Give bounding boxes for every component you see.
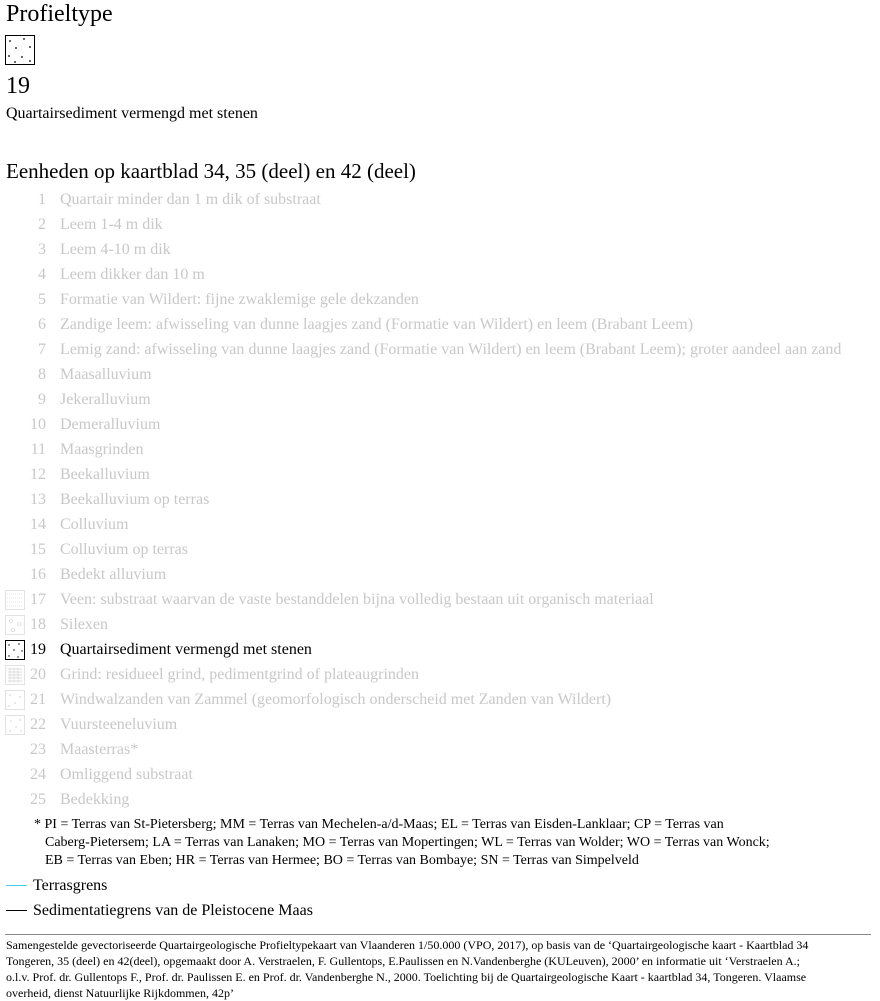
legend-item-number: 11 xyxy=(30,441,46,458)
legend-item-label: Leem 4-10 m dik xyxy=(60,241,171,258)
legend-item-label: Lemig zand: afwisseling van dunne laagjes zand (Formatie van Wildert) en leem (Brabant Leem); groter aandeel aan zand xyxy=(60,341,842,358)
legend-item-6 xyxy=(0,312,880,337)
terrace-footnote xyxy=(34,816,854,870)
black-line-icon xyxy=(6,910,27,911)
legend-item-number: 1 xyxy=(38,191,46,208)
legend-item-number: 6 xyxy=(38,316,46,333)
legend-item-number: 23 xyxy=(30,741,46,758)
veen-pattern-icon xyxy=(5,590,25,610)
legend-item-10 xyxy=(0,412,880,437)
legend-item-12 xyxy=(0,462,880,487)
legend-item-14 xyxy=(0,512,880,537)
legend-item-label: Beekalluvium xyxy=(60,466,150,483)
footnote-line: Caberg-Pietersem; LA = Terras van Lanaken; MO = Terras van Mopertingen; WL = Terras van Wolder; WO = Terras van Wonck; xyxy=(45,835,770,850)
legend-item-5 xyxy=(0,287,880,312)
legend-item-number: 14 xyxy=(30,516,46,533)
legend-item-4 xyxy=(0,262,880,287)
legend-item-number: 13 xyxy=(30,491,46,508)
legend-item-number: 5 xyxy=(38,291,46,308)
legend-item-label: Leem dikker dan 10 m xyxy=(60,266,205,283)
legend-item-22 xyxy=(0,712,880,737)
legend-item-number: 10 xyxy=(30,416,46,433)
legend-item-24 xyxy=(0,762,880,787)
legend-item-label: Maasterras* xyxy=(60,741,139,758)
legend-item-label: Quartairsediment vermengd met stenen xyxy=(60,641,312,658)
legend-item-label: Leem 1-4 m dik xyxy=(60,216,163,233)
legend-item-1 xyxy=(0,187,880,212)
profile-pattern-swatch xyxy=(5,35,35,65)
legend-item-21 xyxy=(0,687,880,712)
legend-item-label: Formatie van Wildert: fijne zwaklemige gele dekzanden xyxy=(60,291,419,308)
source-line: overheid, dienst Natuurlijke Rijkdommen, 42p’ xyxy=(6,986,234,1000)
legend-item-20 xyxy=(0,662,880,687)
legend-item-number: 20 xyxy=(30,666,46,683)
legend-item-number: 18 xyxy=(30,616,46,633)
legend-item-label: Vuursteeneluvium xyxy=(60,716,178,733)
legend-item-label: Bedekking xyxy=(60,791,130,808)
line-label: Sedimentatiegrens van de Pleistocene Maas xyxy=(33,902,313,919)
legend-item-number: 9 xyxy=(38,391,46,408)
legend-item-label: Colluvium xyxy=(60,516,129,533)
cyan-line-icon xyxy=(6,885,27,886)
source-line: Tongeren, 35 (deel) en 42(deel), opgemaakt door A. Verstraelen, F. Gullentops, E.Paulissen en N.Vandenberghe (KULeuven), 2000’ en informatie uit ‘Verstraelen A.; xyxy=(6,954,800,968)
legend-item-13 xyxy=(0,487,880,512)
legend-item-number: 21 xyxy=(30,691,46,708)
legend-item-label: Maasalluvium xyxy=(60,366,152,383)
legend-item-19 xyxy=(0,637,880,662)
legend-item-18 xyxy=(0,612,880,637)
page-title: Profieltype xyxy=(6,1,113,27)
dots-pattern-icon xyxy=(5,640,25,660)
legend-item-7 xyxy=(0,337,880,362)
legend-item-number: 3 xyxy=(38,241,46,258)
legend-item-label: Quartair minder dan 1 m dik of substraat xyxy=(60,191,321,208)
legend-title: Eenheden op kaartblad 34, 35 (deel) en 42 (deel) xyxy=(6,159,416,183)
line-label: Terrasgrens xyxy=(33,877,108,894)
legend-item-number: 4 xyxy=(38,266,46,283)
legend-item-label: Veen: substraat waarvan de vaste bestanddelen bijna volledig bestaan uit organisch materiaal xyxy=(60,591,654,608)
legend-item-label: Demeralluvium xyxy=(60,416,161,433)
legend-item-number: 12 xyxy=(30,466,46,483)
source-line: o.l.v. Prof. dr. Gullentops F., Prof. dr. Paulissen E. en Prof. dr. Vandenberghe N., 2000. Toelichting bij de Quartairgeologische Kaart - kaartblad 34, Tongeren. Vlaamse xyxy=(6,970,807,984)
legend-item-label: Grind: residueel grind, pedimentgrind of plateaugrinden xyxy=(60,666,420,683)
legend-item-number: 19 xyxy=(30,641,46,658)
legend-item-3 xyxy=(0,237,880,262)
silex-pattern-icon xyxy=(5,615,25,635)
source-citation xyxy=(6,937,876,1001)
legend-item-number: 16 xyxy=(30,566,46,583)
dotted-pattern-icon xyxy=(6,36,34,64)
legend-line-sedimentatiegrens xyxy=(6,900,313,922)
legend-item-label: Maasgrinden xyxy=(60,441,144,458)
legend-item-9 xyxy=(0,387,880,412)
legend-item-label: Omliggend substraat xyxy=(60,766,193,783)
profile-description: Quartairsediment vermengd met stenen xyxy=(6,105,258,122)
legend-item-number: 2 xyxy=(38,216,46,233)
vuur-pattern-icon xyxy=(5,715,25,735)
legend-item-label: Beekalluvium op terras xyxy=(60,491,210,508)
legend-item-8 xyxy=(0,362,880,387)
legend-item-label: Colluvium op terras xyxy=(60,541,188,558)
footnote-line: * PI = Terras van St-Pietersberg; MM = Terras van Mechelen-a/d-Maas; EL = Terras van Eisden-Lanklaar; CP = Terras van xyxy=(34,817,724,832)
legend-item-number: 22 xyxy=(30,716,46,733)
legend-item-15 xyxy=(0,537,880,562)
legend-item-label: Bedekt alluvium xyxy=(60,566,167,583)
legend-item-number: 8 xyxy=(38,366,46,383)
wind-pattern-icon xyxy=(5,690,25,710)
legend-item-number: 17 xyxy=(30,591,46,608)
grind-pattern-icon xyxy=(5,665,25,685)
legend-item-25 xyxy=(0,787,880,812)
legend-item-label: Silexen xyxy=(60,616,108,633)
legend-item-16 xyxy=(0,562,880,587)
legend-line-terrasgrens xyxy=(6,875,107,897)
divider xyxy=(5,934,871,935)
legend-item-label: Jekeralluvium xyxy=(60,391,151,408)
legend-item-11 xyxy=(0,437,880,462)
legend-item-number: 15 xyxy=(30,541,46,558)
legend-item-2 xyxy=(0,212,880,237)
source-line: Samengestelde gevectoriseerde Quartairgeologische Profieltypekaart van Vlaanderen 1/50.000 (VPO, 2017), op basis van de ‘Quartairgeologische kaart - Kaartblad 34 xyxy=(6,938,809,952)
legend-list xyxy=(0,187,880,812)
footnote-line: EB = Terras van Eben; HR = Terras van Hermee; BO = Terras van Bombaye; SN = Terras van Simpelveld xyxy=(45,853,639,868)
legend-item-label: Zandige leem: afwisseling van dunne laagjes zand (Formatie van Wildert) en leem (Brabant Leem) xyxy=(60,316,694,333)
legend-item-number: 25 xyxy=(30,791,46,808)
profile-code: 19 xyxy=(6,73,30,99)
legend-item-label: Windwalzanden van Zammel (geomorfologisch onderscheid met Zanden van Wildert) xyxy=(60,691,612,708)
legend-item-17 xyxy=(0,587,880,612)
legend-item-23 xyxy=(0,737,880,762)
legend-item-number: 24 xyxy=(30,766,46,783)
legend-item-number: 7 xyxy=(38,341,46,358)
